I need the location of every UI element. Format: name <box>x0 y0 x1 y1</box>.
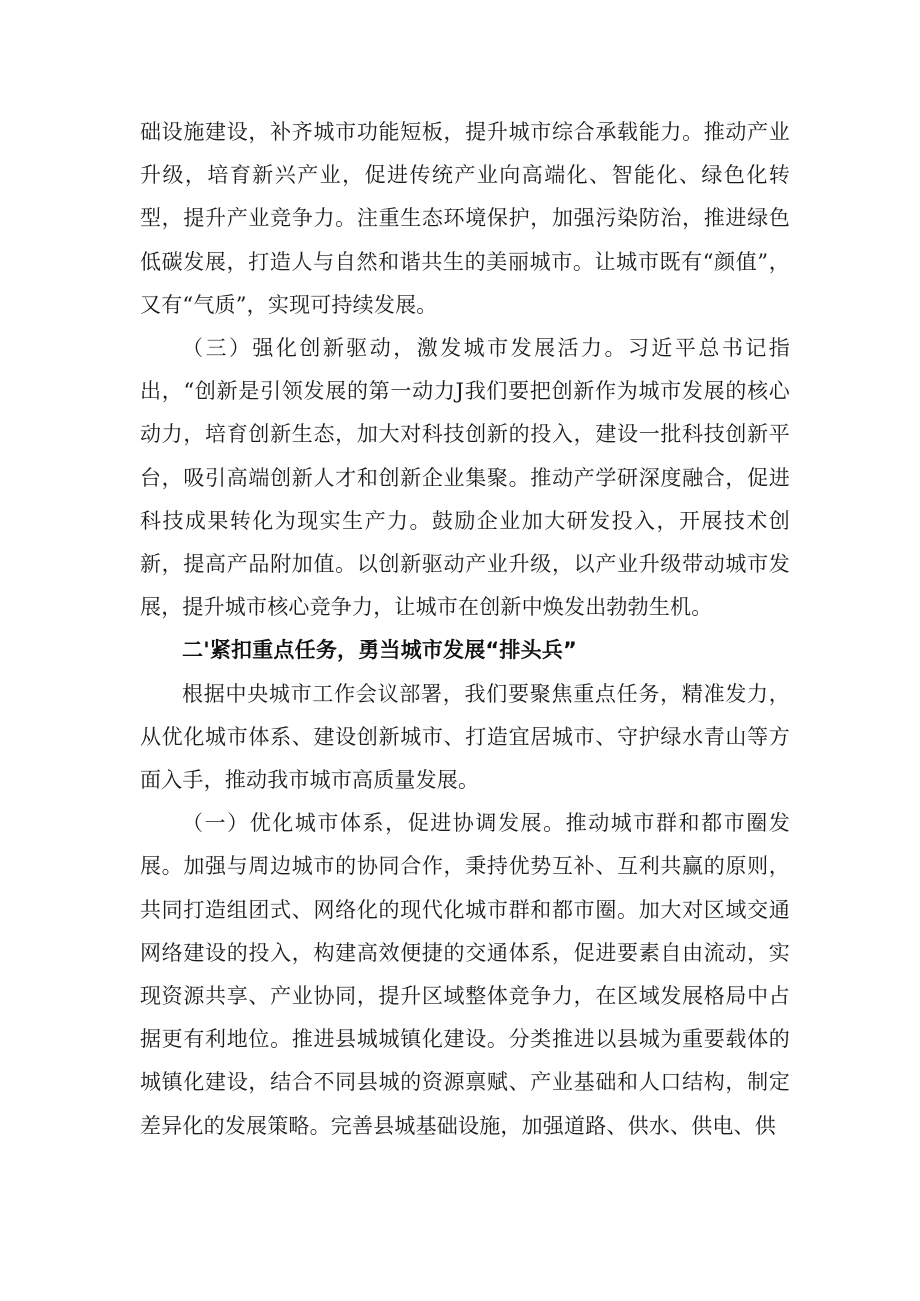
paragraph-urban-infrastructure: 础设施建设，补齐城市功能短板，提升城市综合承载能力。推动产业升级，培育新兴产业，促进传统产业向高端化、智能化、绿色化转型，提升产业竞争力。注重生态环境保护，加强污染防治，推进绿色低碳发展，打造人与自然和谐共生的美丽城市。让城市既有“颜值”，又有“气质”，实现可持续发展。 <box>140 120 790 317</box>
paragraph-innovation-driven: （三）强化创新驱动，激发城市发展活力。习近平总书记指出，“创新是引领发展的第一动力J我们要把创新作为城市发展的核心动力，培育创新生态，加大对科技创新的投入，建设一批科技创新平台，吸引高端创新人才和创新企业集聚。推动产学研深度融合，促进科技成果转化为现实生产力。鼓励企业加大研发投入，开展技术创新，提高产品附加值。以创新驱动产业升级，以产业升级带动城市发展，提升城市核心竞争力，让城市在创新中焕发出勃勃生机。 <box>140 336 790 620</box>
section-heading-key-tasks: 二'紧扣重点任务，勇当城市发展“排头兵” <box>182 638 578 663</box>
paragraph-central-conference: 根据中央城市工作会议部署，我们要聚焦重点任务，精准发力，从优化城市体系、建设创新城市、打造宜居城市、守护绿水青山等方面入手，推动我市城市高质量发展。 <box>140 681 790 793</box>
paragraph-optimize-urban-system: （一）优化城市体系，促进协调发展。推动城市群和都市圈发展。加强与周边城市的协同合作，秉持优势互补、互利共赢的原则，共同打造组团式、网络化的现代化城市群和都市圈。加大对区域交通网络建设的投入，构建高效便捷的交通体系，促进要素自由流动，实现资源共享、产业协同，提升区域整体竞争力，在区域发展格局中占据更有利地位。推进县城城镇化建设。分类推进以县城为重要载体的城镇化建设，结合不同县城的资源禀赋、产业基础和人口结构，制定差异化的发展策略。完善县城基础设施，加强道路、供水、供电、供 <box>140 811 790 1138</box>
document-body <box>140 111 790 1148</box>
